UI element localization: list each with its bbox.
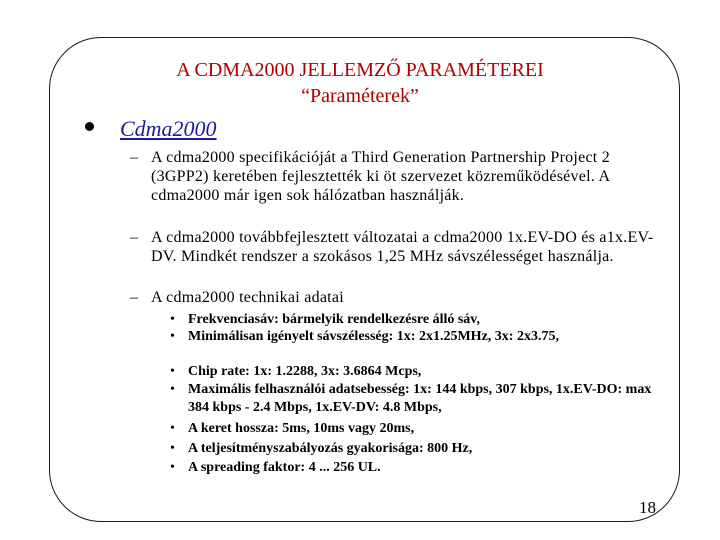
level2-item (130, 228, 660, 266)
title-line-1: A CDMA2000 JELLEMZŐ PARAMÉTEREI (176, 59, 544, 81)
dash-icon: – (130, 229, 139, 246)
level3-text: Maximális felhasználói adatsebesség: 1x: 144 kbps, 307 kbps, 1x.EV-DO: max 384 kbps - 2.4 Mbps, 1x.EV-DV: 4.8 Mbps, (188, 382, 652, 415)
level3-text: A keret hossza: 5ms, 10ms vagy 20ms, (188, 421, 415, 436)
level3-item (170, 328, 660, 346)
level2-item (130, 148, 660, 205)
bullet-icon (85, 122, 94, 131)
level3-item (170, 381, 660, 416)
dash-icon: – (130, 289, 139, 306)
level2-item (130, 288, 660, 307)
bullet-icon: • (170, 441, 175, 456)
bullet-icon: • (170, 421, 175, 436)
level3-text: Chip rate: 1x: 1.2288, 3x: 3.6864 Mcps, (188, 364, 422, 379)
level3-text: Minimálisan igényelt sávszélesség: 1x: 2x1.25MHz, 3x: 2x3.75, (188, 329, 559, 344)
title-line-2: “Paraméterek” (301, 85, 419, 107)
slide-title (0, 57, 720, 109)
level3-text: Frekvenciasáv: bármelyik rendelkezésre álló sáv, (188, 312, 481, 327)
bullet-icon: • (170, 364, 175, 379)
level3-item (170, 459, 660, 477)
level3-item (170, 440, 660, 458)
bullet-icon: • (170, 460, 175, 475)
dash-icon: – (130, 149, 139, 166)
level2-text: A cdma2000 továbbfejlesztett változatai a cdma2000 1x.EV-DO és a1x.EV-DV. Mindkét rendszer a szokásos 1,25 MHz sávszélességet használja. (151, 229, 654, 265)
level3-text: A spreading faktor: 4 ... 256 UL. (188, 460, 381, 475)
level3-item (170, 420, 660, 438)
level1-link-cdma2000[interactable]: Cdma2000 (120, 116, 217, 141)
level2-text: A cdma2000 specifikációját a Third Generation Partnership Project 2 (3GPP2) keretében fejlesztették ki öt szervezet közreműködésével. A cdma2000 már igen sok hálózatban használják. (151, 149, 610, 204)
level3-text: A teljesítményszabályozás gyakorisága: 800 Hz, (188, 441, 473, 456)
level3-item (170, 363, 660, 381)
level2-text: A cdma2000 technikai adatai (151, 289, 344, 306)
page-number: 18 (639, 498, 656, 517)
bullet-icon: • (170, 382, 175, 397)
level3-item (170, 311, 660, 329)
bullet-icon: • (170, 329, 175, 344)
bullet-icon: • (170, 312, 175, 327)
